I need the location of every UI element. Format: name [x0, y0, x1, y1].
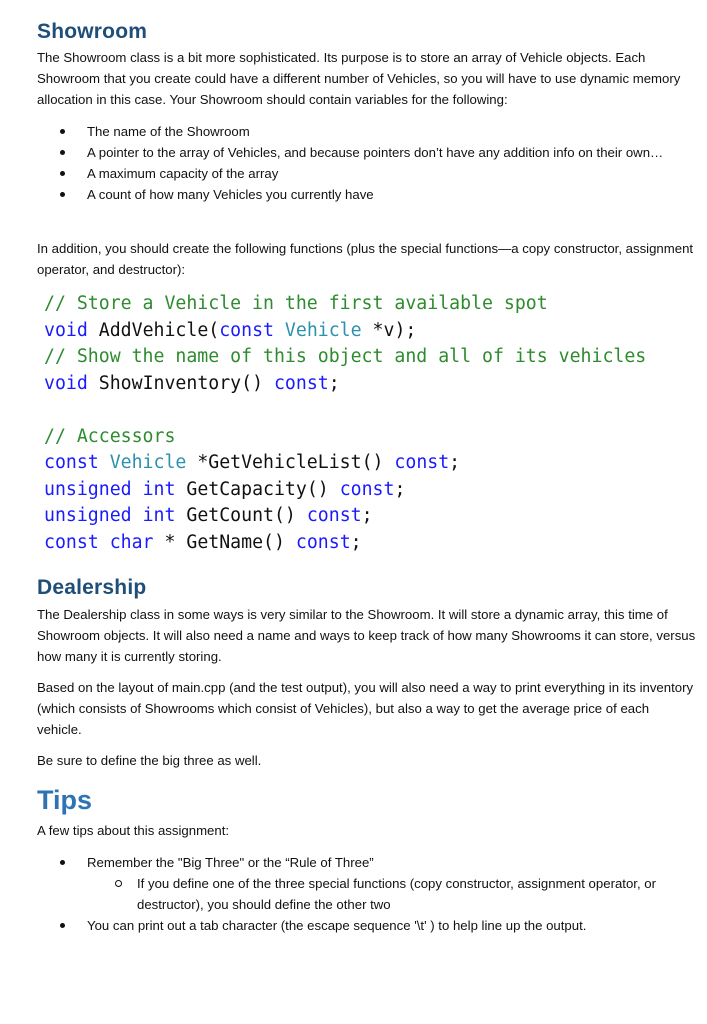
list-item: The name of the Showroom [37, 121, 697, 142]
code-comment: // Show the name of this object and all of its vehicles [44, 346, 647, 367]
code-comment: // Accessors [44, 425, 176, 447]
tips-sub-list [87, 873, 697, 915]
list-item: If you define one of the three special functions (copy constructor, assignment operator, or destructor), you should define the other two [87, 873, 697, 915]
dealership-para-1: The Dealership class in some ways is very similar to the Showroom. It will store a dynamic array, this time of Showroom objects. It will also need a name and ways to keep track of how many Showrooms it can store, versus how many it is currently storing. [37, 607, 696, 664]
list-item: You can print out a tab character (the escape sequence '\t' ) to help line up the output. [37, 915, 697, 936]
code-block: // Store a Vehicle in the first available spot void AddVehicle(const Vehicle *v); // Show the name of this object and all of its vehicles void ShowInventory() const; // Accessors const Vehicle *GetVehicleList() const; unsigned int GetCapacity() const; unsigned int GetCount() const; const char * GetName() const; [44, 293, 647, 553]
list-item: Remember the "Big Three" or the “Rule of Three” If you define one of the three special functions (copy constructor, assignment operator, or destructor), you should define the other two [37, 852, 697, 915]
showroom-variable-list [37, 121, 697, 205]
hollow-bullet-icon [115, 880, 122, 887]
dealership-heading: Dealership [37, 576, 147, 599]
showroom-intro: The Showroom class is a bit more sophisticated. Its purpose is to store an array of Vehicle objects. Each Showroom that you create could have a different number of Vehicles, so you will have to use dynamic memory allocation in this case. Your Showroom should contain variables for the following: [37, 50, 681, 107]
bullet-icon [60, 171, 65, 176]
list-item: A maximum capacity of the array [37, 163, 697, 184]
showroom-heading: Showroom [37, 20, 148, 43]
bullet-icon [60, 129, 65, 134]
bullet-icon [60, 150, 65, 155]
dealership-para-3: Be sure to define the big three as well. [37, 753, 262, 768]
tips-intro: A few tips about this assignment: [37, 823, 230, 838]
bullet-icon [60, 860, 65, 865]
list-item: A count of how many Vehicles you currently have [37, 184, 697, 205]
list-item: A pointer to the array of Vehicles, and because pointers don’t have any addition info on their own… [37, 142, 697, 163]
bullet-icon [60, 192, 65, 197]
dealership-para-2: Based on the layout of main.cpp (and the test output), you will also need a way to print everything in its inventory (which consists of Showrooms which consist of Vehicles), but also a way to get the average price of each vehicle. [37, 680, 694, 737]
functions-intro: In addition, you should create the following functions (plus the special functions—a copy constructor, assignment operator, and destructor): [37, 241, 694, 277]
code-comment: // Store a Vehicle in the first available spot [44, 293, 548, 314]
bullet-icon [60, 923, 65, 928]
tips-heading: Tips [37, 785, 93, 815]
tips-list [37, 852, 697, 936]
